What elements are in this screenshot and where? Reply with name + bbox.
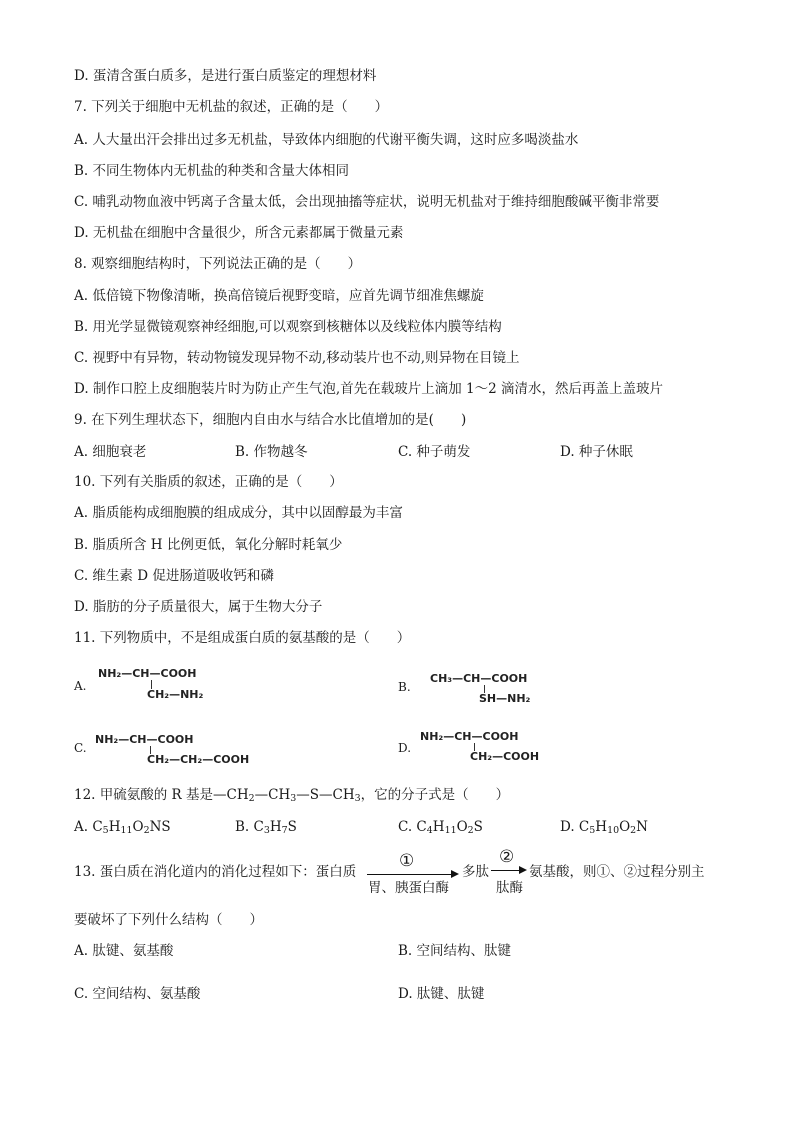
- q11-option-b-main-chain: CH₃—CH—COOH: [430, 672, 528, 685]
- q10-option-d: D. 脂肪的分子质量很大，属于生物大分子: [74, 599, 323, 615]
- q12-stem: 12. 甲硫氨酸的 R 基是$—CH_2—CH_3—S—CH_3$，它的分子式是（ ）: [74, 787, 510, 804]
- q13-option-a: A. 肽键、氨基酸: [74, 943, 174, 959]
- q10-stem: 10. 下列有关脂质的叙述，正确的是（ ）: [74, 474, 343, 490]
- q9-stem: 9. 在下列生理状态下，细胞内自由水与结合水比值增加的是( ): [74, 412, 467, 428]
- q11-option-d-label: D.: [398, 741, 412, 755]
- q10-option-b: B. 脂质所含 H 比例更低，氧化分解时耗氧少: [74, 537, 343, 553]
- q11-option-d-main-chain: NH₂—CH—COOH: [420, 730, 519, 743]
- q13-stem-start: 13. 蛋白质在消化道内的消化过程如下：蛋白质: [74, 864, 357, 880]
- q12-option-b: B. $C_3H_7S$: [235, 819, 297, 836]
- q8-option-a: A. 低倍镜下物像清晰，换高倍镜后视野变暗，应首先调节细准焦螺旋: [74, 288, 484, 304]
- q11-stem: 11. 下列物质中，不是组成蛋白质的氨基酸的是（ ）: [74, 630, 411, 646]
- q7-option-d: D. 无机盐在细胞中含量很少，所含元素都属于微量元素: [74, 225, 404, 241]
- q11-option-a-main-chain: NH₂—CH—COOH: [98, 667, 197, 680]
- q10-option-c: C. 维生素 D 促进肠道吸收钙和磷: [74, 568, 274, 584]
- q11-option-b-side-chain: SH—NH₂: [479, 692, 531, 705]
- q8-option-d: D. 制作口腔上皮细胞装片时为防止产生气泡,首先在载玻片上滴加 1～2 滴清水，然后再盖上盖玻片: [74, 381, 663, 397]
- q13-step2-mark: ②: [499, 847, 515, 867]
- q7-stem: 7. 下列关于细胞中无机盐的叙述，正确的是（ ）: [74, 99, 389, 115]
- q13-step1-enzyme: 胃、胰蛋白酶: [368, 880, 449, 896]
- q12-option-d: D. $C_5H_{10}O_2N$: [560, 819, 648, 836]
- q13-option-d: D. 肽键、肽键: [398, 986, 485, 1002]
- q8-stem: 8. 观察细胞结构时，下列说法正确的是（ ）: [74, 256, 362, 272]
- q10-option-a: A. 脂质能构成细胞膜的组成成分，其中以固醇最为丰富: [74, 505, 403, 521]
- q11-option-d-side-chain: CH₂—COOH: [470, 750, 540, 763]
- q7-option-c: C. 哺乳动物血液中钙离子含量太低，会出现抽搐等症状，说明无机盐对于维持细胞酸碱平衡非常要: [74, 194, 660, 210]
- q12-option-a: A. $C_5H_{11}O_2NS$: [74, 819, 171, 836]
- q11-option-a-side-chain: CH₂—NH₂: [147, 688, 204, 701]
- q13-stem-end: 氨基酸，则①、②过程分别主: [529, 864, 705, 880]
- q13-option-c: C. 空间结构、氨基酸: [74, 986, 201, 1002]
- q11-option-a-label: A.: [74, 679, 87, 693]
- q13-option-b: B. 空间结构、肽键: [398, 943, 512, 959]
- q6-option-d: D. 蛋清含蛋白质多，是进行蛋白质鉴定的理想材料: [74, 68, 377, 84]
- q13-step2-arrow-head: [519, 866, 527, 874]
- q11-option-c-side-chain: CH₂—CH₂—COOH: [147, 753, 250, 766]
- q13-step2-arrow-shaft: [491, 870, 521, 871]
- q13-step1-arrow-shaft: [367, 874, 453, 875]
- q13-step2-enzyme: 肽酶: [496, 880, 523, 896]
- q9-option-b: B. 作物越冬: [235, 444, 308, 460]
- q13-stem-line2: 要破坏了下列什么结构（ ）: [74, 912, 263, 928]
- q8-option-b: B. 用光学显微镜观察神经细胞,可以观察到核糖体以及线粒体内膜等结构: [74, 319, 502, 335]
- q13-step1-arrow-head: [451, 870, 459, 878]
- q12-option-c: C. $C_4H_{11}O_2S$: [398, 819, 483, 836]
- q13-step1-mark: ①: [399, 851, 415, 871]
- q9-option-a: A. 细胞衰老: [74, 444, 147, 460]
- q11-option-c-main-chain: NH₂—CH—COOH: [95, 733, 194, 746]
- q13-intermediate: 多肽: [462, 864, 489, 880]
- q7-option-a: A. 人大量出汗会排出过多无机盐，导致体内细胞的代谢平衡失调，这时应多喝淡盐水: [74, 132, 579, 148]
- q9-option-d: D. 种子休眠: [560, 444, 633, 460]
- q11-option-c-label: C.: [74, 741, 87, 755]
- q9-option-c: C. 种子萌发: [398, 444, 471, 460]
- q7-option-b: B. 不同生物体内无机盐的种类和含量大体相同: [74, 163, 350, 179]
- q11-option-b-label: B.: [398, 680, 411, 694]
- q8-option-c: C. 视野中有异物，转动物镜发现异物不动,移动装片也不动,则异物在目镜上: [74, 350, 520, 366]
